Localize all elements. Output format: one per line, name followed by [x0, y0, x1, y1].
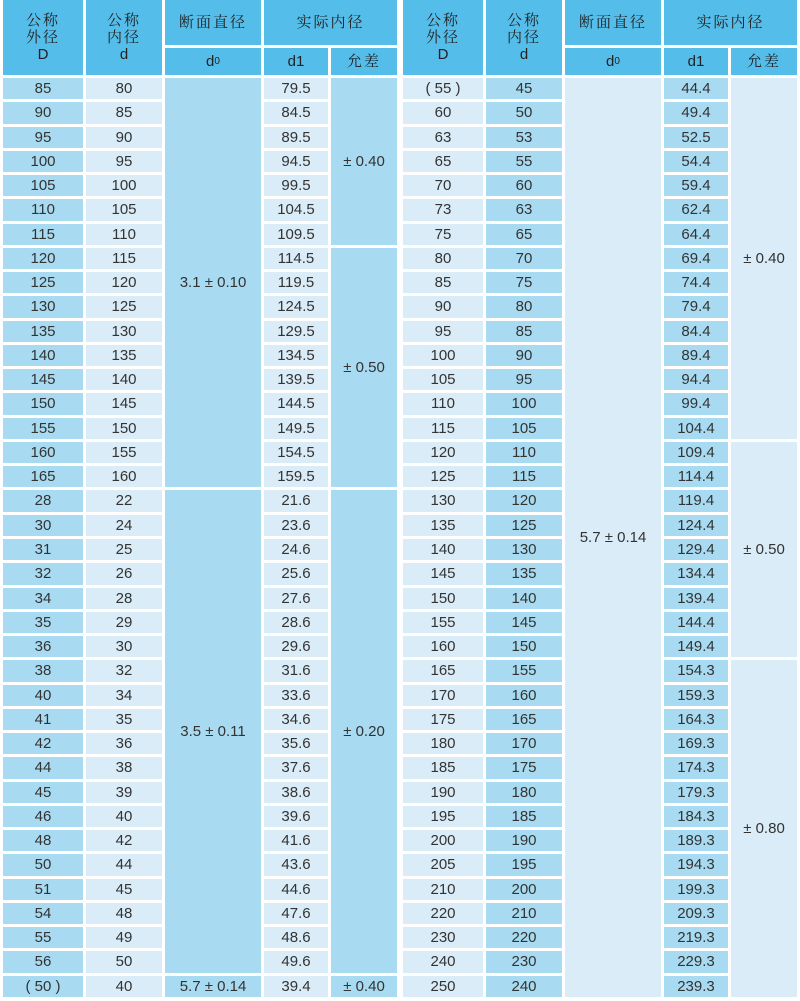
- cell-actual-inner-diameter: 34.6: [264, 709, 328, 730]
- header-nominal-outer-diameter: [3, 0, 83, 75]
- cell-nominal-outer-diameter: 55: [3, 927, 83, 948]
- header-symbol-d: d: [519, 46, 529, 64]
- cell-actual-inner-diameter: 79.5: [264, 78, 328, 99]
- cell-nominal-inner-diameter: 120: [86, 272, 162, 293]
- header-text: 外径: [425, 28, 460, 46]
- cell-actual-inner-diameter: 174.3: [664, 757, 728, 778]
- cell-actual-inner-diameter: 114.5: [264, 248, 328, 269]
- cell-nominal-outer-diameter: 44: [3, 757, 83, 778]
- cell-nominal-outer-diameter: 35: [3, 612, 83, 633]
- cell-nominal-outer-diameter: 200: [403, 830, 483, 851]
- cell-nominal-outer-diameter: 170: [403, 685, 483, 706]
- cell-nominal-inner-diameter: 80: [86, 78, 162, 99]
- cell-nominal-outer-diameter: 70: [403, 175, 483, 196]
- cell-actual-inner-diameter: 28.6: [264, 612, 328, 633]
- cell-actual-inner-diameter: 99.4: [664, 393, 728, 414]
- cell-nominal-outer-diameter: 135: [3, 321, 83, 342]
- cell-nominal-inner-diameter: 220: [486, 927, 562, 948]
- cell-nominal-outer-diameter: 240: [403, 951, 483, 972]
- spec-table-left-half: [3, 0, 397, 997]
- cell-actual-inner-diameter: 114.4: [664, 466, 728, 487]
- cell-nominal-inner-diameter: 50: [486, 102, 562, 123]
- cell-nominal-inner-diameter: 130: [486, 539, 562, 560]
- cell-actual-inner-diameter: 49.6: [264, 951, 328, 972]
- cell-actual-inner-diameter: 31.6: [264, 660, 328, 681]
- header-text: 内径: [506, 28, 541, 46]
- header-section-diameter: [165, 0, 261, 45]
- cell-nominal-outer-diameter: 120: [3, 248, 83, 269]
- cell-actual-inner-diameter: 109.4: [664, 442, 728, 463]
- cell-actual-inner-diameter: 139.4: [664, 588, 728, 609]
- cell-nominal-outer-diameter: 30: [3, 515, 83, 536]
- cell-nominal-inner-diameter: 42: [86, 830, 162, 851]
- cell-actual-inner-diameter: 129.5: [264, 321, 328, 342]
- cell-nominal-inner-diameter: 45: [86, 879, 162, 900]
- cell-nominal-outer-diameter: 80: [403, 248, 483, 269]
- cell-nominal-inner-diameter: 30: [86, 636, 162, 657]
- cell-actual-inner-diameter: 149.5: [264, 418, 328, 439]
- cell-actual-inner-diameter: 33.6: [264, 685, 328, 706]
- cell-nominal-outer-diameter: 105: [3, 175, 83, 196]
- cell-actual-inner-diameter: 54.4: [664, 151, 728, 172]
- cell-nominal-outer-diameter: 50: [3, 854, 83, 875]
- header-text: 实际内径: [696, 13, 765, 31]
- cell-tolerance-group: ± 0.50: [331, 248, 397, 488]
- header-text: 公称: [25, 11, 60, 29]
- cell-actual-inner-diameter: 164.3: [664, 709, 728, 730]
- cell-nominal-outer-diameter: 155: [3, 418, 83, 439]
- cell-nominal-outer-diameter: 63: [403, 127, 483, 148]
- cell-nominal-outer-diameter: 135: [403, 515, 483, 536]
- cell-nominal-outer-diameter: 180: [403, 733, 483, 754]
- cell-actual-inner-diameter: 84.4: [664, 321, 728, 342]
- cell-actual-inner-diameter: 69.4: [664, 248, 728, 269]
- cell-nominal-outer-diameter: 38: [3, 660, 83, 681]
- cell-nominal-inner-diameter: 150: [86, 418, 162, 439]
- cell-actual-inner-diameter: 24.6: [264, 539, 328, 560]
- cell-nominal-outer-diameter: 220: [403, 903, 483, 924]
- cell-section-diameter-group: 5.7 ± 0.14: [165, 976, 261, 997]
- cell-nominal-outer-diameter: 190: [403, 782, 483, 803]
- cell-nominal-inner-diameter: 150: [486, 636, 562, 657]
- header-subscript: 0: [214, 55, 220, 67]
- cell-nominal-inner-diameter: 210: [486, 903, 562, 924]
- cell-actual-inner-diameter: 62.4: [664, 199, 728, 220]
- cell-nominal-outer-diameter: 120: [403, 442, 483, 463]
- cell-nominal-inner-diameter: 195: [486, 854, 562, 875]
- cell-nominal-outer-diameter: 73: [403, 199, 483, 220]
- cell-nominal-inner-diameter: 135: [86, 345, 162, 366]
- cell-nominal-outer-diameter: 125: [403, 466, 483, 487]
- cell-nominal-inner-diameter: 38: [86, 757, 162, 778]
- header-text: d: [606, 52, 615, 70]
- cell-actual-inner-diameter: 94.5: [264, 151, 328, 172]
- cell-nominal-outer-diameter: 65: [403, 151, 483, 172]
- header-actual-inner-diameter: [664, 0, 797, 45]
- header-nominal-inner-diameter: [86, 0, 162, 75]
- cell-nominal-inner-diameter: 45: [486, 78, 562, 99]
- cell-nominal-outer-diameter: 100: [3, 151, 83, 172]
- cell-nominal-outer-diameter: 31: [3, 539, 83, 560]
- cell-nominal-outer-diameter: 95: [403, 321, 483, 342]
- header-text: 断面直径: [578, 13, 647, 31]
- cell-actual-inner-diameter: 27.6: [264, 588, 328, 609]
- cell-actual-inner-diameter: 89.4: [664, 345, 728, 366]
- cell-actual-inner-diameter: 159.5: [264, 466, 328, 487]
- cell-tolerance-group: ± 0.80: [731, 660, 797, 997]
- cell-nominal-inner-diameter: 180: [486, 782, 562, 803]
- header-symbol-D: D: [437, 46, 449, 64]
- header-section-diameter: [565, 0, 661, 45]
- cell-actual-inner-diameter: 47.6: [264, 903, 328, 924]
- cell-nominal-outer-diameter: 145: [403, 563, 483, 584]
- spec-table-right-half: [403, 0, 797, 997]
- cell-nominal-outer-diameter: 32: [3, 563, 83, 584]
- cell-actual-inner-diameter: 194.3: [664, 854, 728, 875]
- cell-nominal-outer-diameter: 90: [403, 296, 483, 317]
- cell-nominal-inner-diameter: 48: [86, 903, 162, 924]
- cell-tolerance-group: ± 0.50: [731, 442, 797, 657]
- cell-nominal-inner-diameter: 44: [86, 854, 162, 875]
- header-symbol-d1: [664, 48, 728, 75]
- header-symbol-d: d: [119, 46, 129, 64]
- cell-nominal-outer-diameter: 165: [403, 660, 483, 681]
- cell-nominal-outer-diameter: 210: [403, 879, 483, 900]
- cell-nominal-inner-diameter: 110: [86, 224, 162, 245]
- cell-nominal-inner-diameter: 125: [86, 296, 162, 317]
- cell-nominal-outer-diameter: 115: [403, 418, 483, 439]
- cell-actual-inner-diameter: 104.5: [264, 199, 328, 220]
- cell-nominal-inner-diameter: 140: [86, 369, 162, 390]
- cell-nominal-outer-diameter: 125: [3, 272, 83, 293]
- cell-nominal-outer-diameter: 56: [3, 951, 83, 972]
- cell-nominal-inner-diameter: 65: [486, 224, 562, 245]
- cell-tolerance-group: ± 0.20: [331, 490, 397, 972]
- cell-nominal-outer-diameter: 160: [403, 636, 483, 657]
- cell-actual-inner-diameter: 124.5: [264, 296, 328, 317]
- cell-actual-inner-diameter: 179.3: [664, 782, 728, 803]
- cell-nominal-inner-diameter: 115: [86, 248, 162, 269]
- cell-nominal-inner-diameter: 190: [486, 830, 562, 851]
- cell-nominal-outer-diameter: 165: [3, 466, 83, 487]
- cell-nominal-inner-diameter: 26: [86, 563, 162, 584]
- cell-nominal-outer-diameter: 85: [3, 78, 83, 99]
- cell-nominal-outer-diameter: 46: [3, 806, 83, 827]
- cell-nominal-inner-diameter: 55: [486, 151, 562, 172]
- cell-nominal-inner-diameter: 63: [486, 199, 562, 220]
- cell-actual-inner-diameter: 35.6: [264, 733, 328, 754]
- cell-nominal-outer-diameter: 130: [3, 296, 83, 317]
- cell-nominal-outer-diameter: 42: [3, 733, 83, 754]
- cell-actual-inner-diameter: 144.4: [664, 612, 728, 633]
- cell-nominal-inner-diameter: 28: [86, 588, 162, 609]
- header-symbol-d0: [565, 48, 661, 75]
- cell-nominal-inner-diameter: 155: [86, 442, 162, 463]
- header-tolerance: [731, 48, 797, 75]
- cell-actual-inner-diameter: 149.4: [664, 636, 728, 657]
- cell-actual-inner-diameter: 134.4: [664, 563, 728, 584]
- cell-nominal-inner-diameter: 34: [86, 685, 162, 706]
- cell-nominal-inner-diameter: 160: [486, 685, 562, 706]
- cell-nominal-outer-diameter: 230: [403, 927, 483, 948]
- cell-nominal-outer-diameter: 205: [403, 854, 483, 875]
- cell-nominal-outer-diameter: 36: [3, 636, 83, 657]
- cell-nominal-outer-diameter: 60: [403, 102, 483, 123]
- cell-nominal-inner-diameter: 40: [86, 806, 162, 827]
- cell-actual-inner-diameter: 184.3: [664, 806, 728, 827]
- header-text: 允差: [346, 52, 381, 70]
- cell-nominal-inner-diameter: 100: [86, 175, 162, 196]
- cell-actual-inner-diameter: 119.4: [664, 490, 728, 511]
- cell-actual-inner-diameter: 159.3: [664, 685, 728, 706]
- cell-nominal-outer-diameter: 140: [3, 345, 83, 366]
- cell-nominal-inner-diameter: 90: [486, 345, 562, 366]
- header-text: 允差: [746, 52, 781, 70]
- cell-nominal-inner-diameter: 60: [486, 175, 562, 196]
- header-text: d: [206, 52, 215, 70]
- cell-nominal-inner-diameter: 22: [86, 490, 162, 511]
- cell-actual-inner-diameter: 119.5: [264, 272, 328, 293]
- cell-nominal-inner-diameter: 100: [486, 393, 562, 414]
- cell-nominal-inner-diameter: 25: [86, 539, 162, 560]
- cell-actual-inner-diameter: 64.4: [664, 224, 728, 245]
- cell-nominal-inner-diameter: 105: [486, 418, 562, 439]
- cell-actual-inner-diameter: 154.3: [664, 660, 728, 681]
- cell-nominal-inner-diameter: 80: [486, 296, 562, 317]
- cell-actual-inner-diameter: 169.3: [664, 733, 728, 754]
- header-symbol-d1: [264, 48, 328, 75]
- cell-nominal-outer-diameter: 155: [403, 612, 483, 633]
- cell-nominal-outer-diameter: 150: [403, 588, 483, 609]
- cell-nominal-outer-diameter: 45: [3, 782, 83, 803]
- cell-nominal-inner-diameter: 90: [86, 127, 162, 148]
- cell-nominal-inner-diameter: 200: [486, 879, 562, 900]
- cell-nominal-inner-diameter: 49: [86, 927, 162, 948]
- cell-nominal-outer-diameter: ( 50 ): [3, 976, 83, 997]
- cell-actual-inner-diameter: 59.4: [664, 175, 728, 196]
- cell-actual-inner-diameter: 104.4: [664, 418, 728, 439]
- cell-nominal-inner-diameter: 75: [486, 272, 562, 293]
- cell-actual-inner-diameter: 49.4: [664, 102, 728, 123]
- cell-nominal-inner-diameter: 130: [86, 321, 162, 342]
- cell-nominal-inner-diameter: 85: [86, 102, 162, 123]
- cell-actual-inner-diameter: 209.3: [664, 903, 728, 924]
- cell-actual-inner-diameter: 134.5: [264, 345, 328, 366]
- cell-actual-inner-diameter: 139.5: [264, 369, 328, 390]
- cell-nominal-inner-diameter: 155: [486, 660, 562, 681]
- cell-nominal-inner-diameter: 135: [486, 563, 562, 584]
- cell-nominal-outer-diameter: 90: [3, 102, 83, 123]
- cell-nominal-inner-diameter: 230: [486, 951, 562, 972]
- cell-nominal-inner-diameter: 170: [486, 733, 562, 754]
- cell-nominal-outer-diameter: 75: [403, 224, 483, 245]
- cell-nominal-outer-diameter: 160: [3, 442, 83, 463]
- cell-nominal-inner-diameter: 85: [486, 321, 562, 342]
- header-actual-inner-diameter: [264, 0, 397, 45]
- cell-section-diameter-group: 3.5 ± 0.11: [165, 490, 261, 972]
- cell-nominal-inner-diameter: 115: [486, 466, 562, 487]
- header-symbol-d0: [165, 48, 261, 75]
- cell-actual-inner-diameter: 39.6: [264, 806, 328, 827]
- cell-nominal-inner-diameter: 40: [86, 976, 162, 997]
- cell-nominal-inner-diameter: 35: [86, 709, 162, 730]
- cell-nominal-outer-diameter: 130: [403, 490, 483, 511]
- header-text: 公称: [106, 11, 141, 29]
- cell-actual-inner-diameter: 48.6: [264, 927, 328, 948]
- cell-actual-inner-diameter: 44.6: [264, 879, 328, 900]
- cell-nominal-inner-diameter: 185: [486, 806, 562, 827]
- cell-nominal-inner-diameter: 70: [486, 248, 562, 269]
- cell-nominal-inner-diameter: 24: [86, 515, 162, 536]
- header-subscript: 0: [614, 55, 620, 67]
- header-text: 公称: [506, 11, 541, 29]
- cell-nominal-inner-diameter: 50: [86, 951, 162, 972]
- cell-nominal-inner-diameter: 39: [86, 782, 162, 803]
- cell-actual-inner-diameter: 43.6: [264, 854, 328, 875]
- cell-nominal-inner-diameter: 36: [86, 733, 162, 754]
- cell-nominal-inner-diameter: 240: [486, 976, 562, 997]
- cell-nominal-inner-diameter: 95: [486, 369, 562, 390]
- header-symbol-D: D: [37, 46, 49, 64]
- cell-nominal-outer-diameter: 34: [3, 588, 83, 609]
- cell-actual-inner-diameter: 89.5: [264, 127, 328, 148]
- cell-nominal-inner-diameter: 125: [486, 515, 562, 536]
- cell-nominal-outer-diameter: 145: [3, 369, 83, 390]
- cell-actual-inner-diameter: 144.5: [264, 393, 328, 414]
- cell-actual-inner-diameter: 79.4: [664, 296, 728, 317]
- header-text: 断面直径: [178, 13, 247, 31]
- cell-nominal-inner-diameter: 53: [486, 127, 562, 148]
- cell-nominal-inner-diameter: 105: [86, 199, 162, 220]
- cell-actual-inner-diameter: 154.5: [264, 442, 328, 463]
- cell-actual-inner-diameter: 74.4: [664, 272, 728, 293]
- cell-actual-inner-diameter: 37.6: [264, 757, 328, 778]
- cell-actual-inner-diameter: 99.5: [264, 175, 328, 196]
- cell-nominal-outer-diameter: 175: [403, 709, 483, 730]
- cell-actual-inner-diameter: 21.6: [264, 490, 328, 511]
- cell-nominal-inner-diameter: 165: [486, 709, 562, 730]
- cell-nominal-inner-diameter: 32: [86, 660, 162, 681]
- cell-section-diameter-group: 5.7 ± 0.14: [565, 78, 661, 997]
- header-text: d1: [687, 52, 705, 70]
- cell-actual-inner-diameter: 219.3: [664, 927, 728, 948]
- cell-actual-inner-diameter: 52.5: [664, 127, 728, 148]
- cell-nominal-outer-diameter: 85: [403, 272, 483, 293]
- cell-nominal-outer-diameter: 110: [3, 199, 83, 220]
- cell-tolerance-group: ± 0.40: [731, 78, 797, 439]
- cell-nominal-outer-diameter: 250: [403, 976, 483, 997]
- header-nominal-outer-diameter: [403, 0, 483, 75]
- cell-actual-inner-diameter: 129.4: [664, 539, 728, 560]
- cell-nominal-outer-diameter: 48: [3, 830, 83, 851]
- cell-actual-inner-diameter: 109.5: [264, 224, 328, 245]
- cell-nominal-outer-diameter: 150: [3, 393, 83, 414]
- cell-nominal-outer-diameter: 110: [403, 393, 483, 414]
- cell-nominal-outer-diameter: 140: [403, 539, 483, 560]
- cell-nominal-outer-diameter: ( 55 ): [403, 78, 483, 99]
- cell-actual-inner-diameter: 124.4: [664, 515, 728, 536]
- cell-nominal-outer-diameter: 40: [3, 685, 83, 706]
- cell-nominal-outer-diameter: 195: [403, 806, 483, 827]
- cell-actual-inner-diameter: 239.3: [664, 976, 728, 997]
- header-text: d1: [287, 52, 305, 70]
- cell-nominal-outer-diameter: 51: [3, 879, 83, 900]
- cell-nominal-inner-diameter: 120: [486, 490, 562, 511]
- cell-nominal-outer-diameter: 185: [403, 757, 483, 778]
- cell-actual-inner-diameter: 94.4: [664, 369, 728, 390]
- cell-nominal-outer-diameter: 95: [3, 127, 83, 148]
- cell-actual-inner-diameter: 38.6: [264, 782, 328, 803]
- header-nominal-inner-diameter: [486, 0, 562, 75]
- cell-nominal-outer-diameter: 41: [3, 709, 83, 730]
- cell-nominal-outer-diameter: 115: [3, 224, 83, 245]
- cell-nominal-outer-diameter: 105: [403, 369, 483, 390]
- cell-actual-inner-diameter: 39.4: [264, 976, 328, 997]
- cell-nominal-outer-diameter: 54: [3, 903, 83, 924]
- cell-actual-inner-diameter: 84.5: [264, 102, 328, 123]
- cell-nominal-inner-diameter: 140: [486, 588, 562, 609]
- header-text: 公称: [425, 11, 460, 29]
- cell-nominal-inner-diameter: 110: [486, 442, 562, 463]
- cell-nominal-inner-diameter: 145: [486, 612, 562, 633]
- cell-nominal-inner-diameter: 145: [86, 393, 162, 414]
- cell-actual-inner-diameter: 44.4: [664, 78, 728, 99]
- header-text: 实际内径: [296, 13, 365, 31]
- cell-nominal-inner-diameter: 175: [486, 757, 562, 778]
- cell-nominal-outer-diameter: 100: [403, 345, 483, 366]
- cell-nominal-inner-diameter: 160: [86, 466, 162, 487]
- cell-section-diameter-group: 3.1 ± 0.10: [165, 78, 261, 487]
- cell-nominal-outer-diameter: 28: [3, 490, 83, 511]
- header-text: 内径: [106, 28, 141, 46]
- cell-actual-inner-diameter: 189.3: [664, 830, 728, 851]
- cell-actual-inner-diameter: 29.6: [264, 636, 328, 657]
- cell-tolerance-group: ± 0.40: [331, 78, 397, 245]
- cell-actual-inner-diameter: 25.6: [264, 563, 328, 584]
- cell-actual-inner-diameter: 229.3: [664, 951, 728, 972]
- cell-nominal-inner-diameter: 95: [86, 151, 162, 172]
- cell-actual-inner-diameter: 23.6: [264, 515, 328, 536]
- cell-nominal-inner-diameter: 29: [86, 612, 162, 633]
- cell-tolerance-group: ± 0.40: [331, 976, 397, 997]
- header-tolerance: [331, 48, 397, 75]
- cell-actual-inner-diameter: 199.3: [664, 879, 728, 900]
- header-text: 外径: [25, 28, 60, 46]
- cell-actual-inner-diameter: 41.6: [264, 830, 328, 851]
